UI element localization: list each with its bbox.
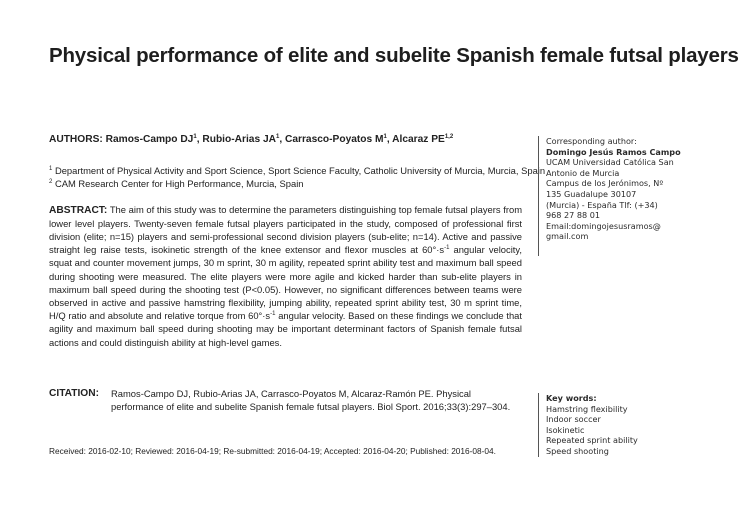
author-3: Carrasco-Poyatos $M^1$, [284, 134, 393, 145]
author-1: Ramos-Campo $DJ^1$, [105, 134, 203, 145]
citation-text: Ramos-Campo DJ, Rubio-Arias JA, Carrasco-Poyatos M, Alcaraz-Ramón PE. Physical performance of elite and subelite Spanish female futsal players. Biol Sport. 2016;33(3):297–304. [111, 388, 511, 413]
affiliation-2: $^2$ CAM Research Center for High Performance, Murcia, Spain [49, 178, 304, 190]
correspondence-email: gmail.com [546, 231, 589, 242]
affiliations [49, 164, 546, 190]
correspondence-line: UCAM Universidad Católica San [546, 157, 674, 168]
correspondence-box [538, 136, 726, 256]
keyword-item: Speed shooting [546, 445, 609, 456]
author-2: Rubio-Arias $JA^1$, [202, 134, 285, 145]
author-4: Alcaraz PE$^{1,2}$ [392, 134, 454, 145]
abstract: ABSTRACT: The aim of this study was to determine the parameters distinguishing top female futsal players from lower level players. Twenty-seven female futsal players participated in the study, composed of professional first division (elite; n=15) players and semi-professional second division players (sub-elite; n=14). Active and passive straight leg raise tests, isokinetic strength of the knee extensor and flexor muscles at $60^\circ\cdot s^{-1}$ angular velocity, squat and counter movement jumps, 30 m sprint, 30 m agility, repeated sprint ability test and maximum ball speed during shooting were measured. The elite players were more agile and kicked harder than sub-elite players in maximum ball speed during the shooting test (P<0.05). However, no significant differences between teams were observed in active and passive hamstring flexibility, jumping ability, repeated sprint ability test, 30 m sprint time, H/Q ratio and absolute and relative torque from $60^\circ\cdot s^{-1}$ angular velocity. Based on these findings we conclude that agility and maximum ball speed during shooting may be important determinant factors of Spanish female futsal actions and could distinguish ability at high-level games. [49, 203, 523, 348]
affiliation-1: $^1$ Department of Physical Activity and Sport Science, Sport Science Faculty, Catholic University of Murcia, Murcia, Spain [49, 165, 546, 177]
authors-label: AUTHORS: [49, 134, 103, 145]
authors-line [49, 133, 522, 146]
correspondence-line: Campus de los Jerónimos, Nº [546, 178, 664, 189]
keyword-item: Indoor soccer [546, 414, 601, 425]
correspondence-line: Antonio de Murcia [546, 167, 620, 178]
keyword-item: Repeated sprint ability [546, 435, 638, 446]
keyword-item: Hamstring flexibility [546, 403, 628, 414]
keyword-item: Isokinetic [546, 424, 585, 435]
correspondence-line: 968 27 88 01 [546, 210, 601, 221]
received-dates: Received: 2016-02-10; Reviewed: 2016-04-19; Re-submitted: 2016-04-19; Accepted: 2016-04-20; Published: 2016-08-04. [49, 446, 496, 456]
paper-title: Physical performance of elite and subelite Spanish female futsal players [49, 44, 739, 67]
citation [49, 387, 522, 413]
main-column [49, 133, 546, 456]
correspondence-name: Domingo Jesús Ramos Campo [546, 146, 681, 157]
correspondence-line: (Murcia) - España Tlf: (+34) [546, 199, 658, 210]
keywords-box [538, 393, 726, 457]
citation-label: CITATION: [49, 388, 99, 399]
correspondence-email: Email:domingojesusramos@ [546, 220, 661, 231]
correspondence-line: 135 Guadalupe 30107 [546, 188, 637, 199]
correspondence-label: Corresponding author: [546, 136, 637, 146]
abstract-label: ABSTRACT: [49, 204, 108, 216]
keywords-label: Key words: [546, 393, 597, 403]
